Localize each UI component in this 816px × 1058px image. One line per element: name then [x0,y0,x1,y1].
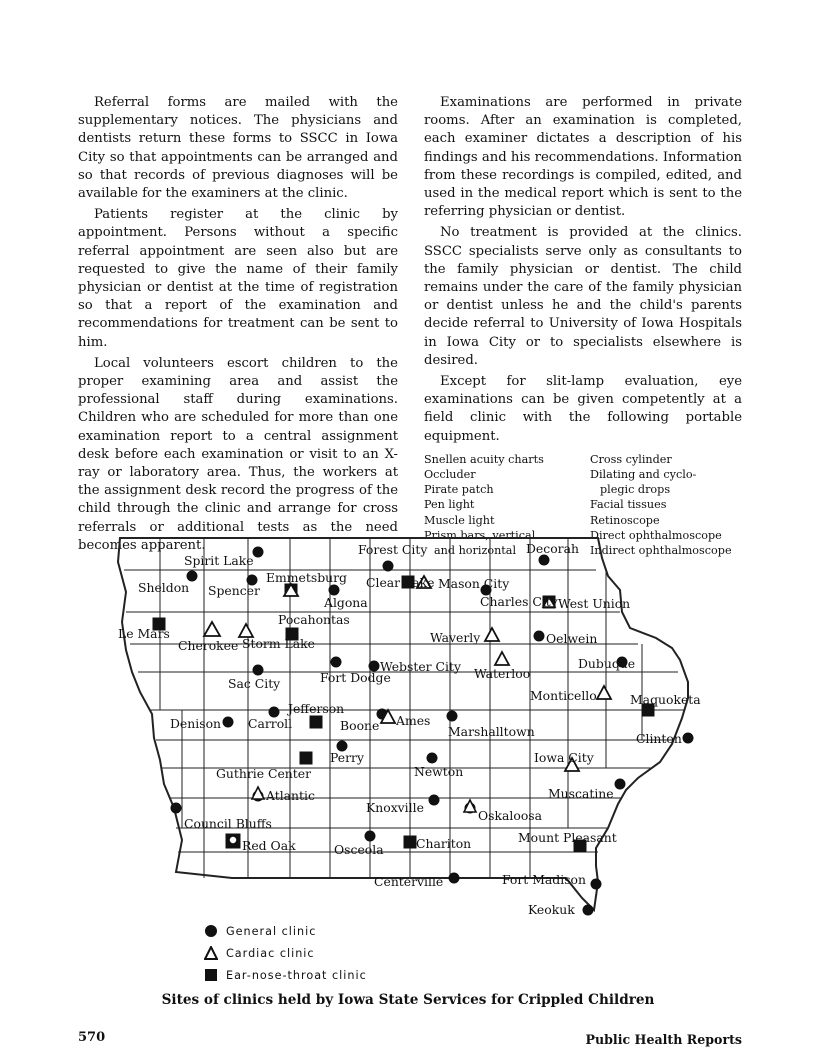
city-label: Maquoketa [630,692,701,707]
paragraph: No treatment is provided at the clinics. SSCC specialists serve only as consultants to the family physician or dentist. The child remains under the care of the family physician or dentist unless he and the child's parents decide referral to University of Iowa Hospitals in Iowa City or to specialists elsewhere is desired. [424,225,742,368]
cardiac-clinic-marker [485,628,499,641]
equipment-item: Direct ophthalmoscope [590,528,722,542]
city-label: Jefferson [288,701,345,716]
city-label: Mason City [438,576,510,591]
equipment-item: Pen light [424,498,475,512]
filled-square-icon [204,968,226,982]
general-clinic-marker [331,657,341,667]
city-label: Muscatine [548,786,614,801]
city-label: Monticello [530,688,597,703]
city-label: Council Bluffs [184,816,272,831]
figure-caption: Sites of clinics held by Iowa State Services for Crippled Children [161,992,655,1008]
general-clinic-marker [429,795,439,805]
city-label: Cherokee [178,638,239,653]
equipment-item: Muscle light [424,513,495,527]
city-label: Denison [170,716,222,731]
equipment-item: Dilating and cyclo- [590,468,697,482]
city-label: Sac City [228,676,281,691]
iowa-clinic-map [112,532,712,924]
city-label: Charles City [480,594,558,609]
general-clinic-marker [229,836,237,844]
city-label: Guthrie Center [216,766,312,781]
journal-name: Public Health Reports [585,1032,742,1047]
city-label: Fort Madison [502,872,586,887]
legend-cardiac [204,946,315,960]
legend-label: General clinic [226,924,317,938]
city-label: Perry [330,750,364,765]
city-label: Emmetsburg [266,570,347,585]
right-column [424,94,742,558]
city-label: Spirit Lake [184,553,254,568]
city-label: Marshalltown [448,724,535,739]
city-label: Oelwein [546,631,598,646]
general-clinic-marker [534,631,544,641]
city-label: West Union [558,596,631,611]
city-label: Spencer [208,583,260,598]
general-clinic-marker [427,753,437,763]
city-label: Chariton [416,836,472,851]
general-clinic-marker [171,803,181,813]
city-label-part: Clear Lake [366,575,435,590]
city-label: Carroll [248,716,293,731]
paragraph: Examinations are performed in private rooms. After an examination is completed, each examiner dictates a description of his findings and his recommendations. Information from these recordings is compiled, edited, and used in the medical report which is sent to the referring physician or dentist. [424,95,742,220]
city-label: Decorah [526,541,579,556]
city-label: Dubuque [578,656,636,671]
triangle-icon [204,946,226,960]
city-label: Forest City [358,542,428,557]
city-label: Fort Dodge [320,670,391,685]
city-label: Centerville [374,874,444,889]
equipment-item: Occluder [424,468,476,482]
equipment-item: Facial tissues [590,498,667,512]
city-label: Iowa City [534,750,594,765]
paragraph: Referral forms are mailed with the supplementary notices. The physicians and dentists return these forms to SSCC in Iowa City so that appointments can be arranged and so that records of previous diagnoses will be available for the examiners at the clinic. [78,95,398,202]
city-label: Webster City [380,659,461,674]
city-label: Mount Pleasant [518,830,617,845]
equipment-item: Pirate patch [424,483,494,497]
general-clinic-marker [539,555,549,565]
filled-circle-icon [204,924,226,938]
city-label: Waterloo [474,666,531,681]
ent-clinic-marker [310,716,322,728]
general-clinic-marker [253,547,263,557]
left-column [78,94,398,558]
city-label: Storm Lake [242,636,315,651]
city-label: Waverly [430,630,481,645]
general-clinic-marker [447,711,457,721]
general-clinic-marker [329,585,339,595]
cardiac-clinic-marker [495,652,509,665]
general-clinic-marker [615,779,625,789]
equipment-item: Indirect ophthalmoscope [590,544,732,558]
city-label: Knoxville [366,800,424,815]
paragraph: Except for slit-lamp evaluation, eye examinations can be given competently at a field clinic with the following portable equipment. [424,374,742,444]
city-label: Clinton [636,731,682,746]
general-clinic-marker [591,879,601,889]
general-clinic-marker [253,665,263,675]
city-label: Le Mars [118,626,170,641]
city-label: Atlantic [266,788,315,803]
equipment-item: and horizontal [434,544,517,558]
general-clinic-marker [223,717,233,727]
city-label: Red Oak [242,838,296,853]
equipment-item: Snellen acuity charts [424,452,544,466]
city-label: Sheldon [138,580,190,595]
city-label: Boone [340,718,380,733]
general-clinic-marker [449,873,459,883]
legend-ent [204,968,367,982]
equipment-item: Cross cylinder [590,452,672,466]
legend-label: Ear-nose-throat clinic [226,968,367,982]
general-clinic-marker [583,905,593,915]
equipment-item: Retinoscope [590,513,660,527]
paragraph: Local volunteers escort children to the proper examining area and assist the professional staff during examinations. Children who are scheduled for more than one examination report to a central assignment desk before each examination or visit to an X-ray or laboratory area. Thus, the workers at the assignment desk record the progress of the child through the clinic and arrange for cross referrals or additional tests as the need becomes apparent. [78,355,398,553]
legend-label: Cardiac clinic [226,946,315,960]
city-label: Algona [324,595,368,610]
ent-clinic-marker [300,752,312,764]
city-label: Newton [414,764,464,779]
city-label [366,575,434,590]
general-clinic-marker [683,733,693,743]
paragraph: Patients register at the clinic by appointment. Persons without a specific referral appointment are seen also but are requested to give the name of their family physician or dentist at the time of registration so that a report of the examination and recommendations for treatment can be sent to him. [78,207,398,350]
cardiac-clinic-marker [204,622,220,636]
city-label: Oskaloosa [478,808,543,823]
equipment-item: Prism bars, vertical [424,528,536,542]
cardiac-clinic-marker [597,686,611,699]
city-label: Osceola [334,842,384,857]
general-clinic-marker [365,831,375,841]
city-label: Keokuk [528,902,575,917]
general-clinic-marker [383,561,393,571]
city-label: Pocahontas [278,612,350,627]
equipment-item: plegic drops [600,483,671,497]
city-label: Ames [396,713,431,728]
ent-clinic-marker [404,836,416,848]
page-number: 570 [78,1030,106,1045]
legend-general [204,924,316,938]
